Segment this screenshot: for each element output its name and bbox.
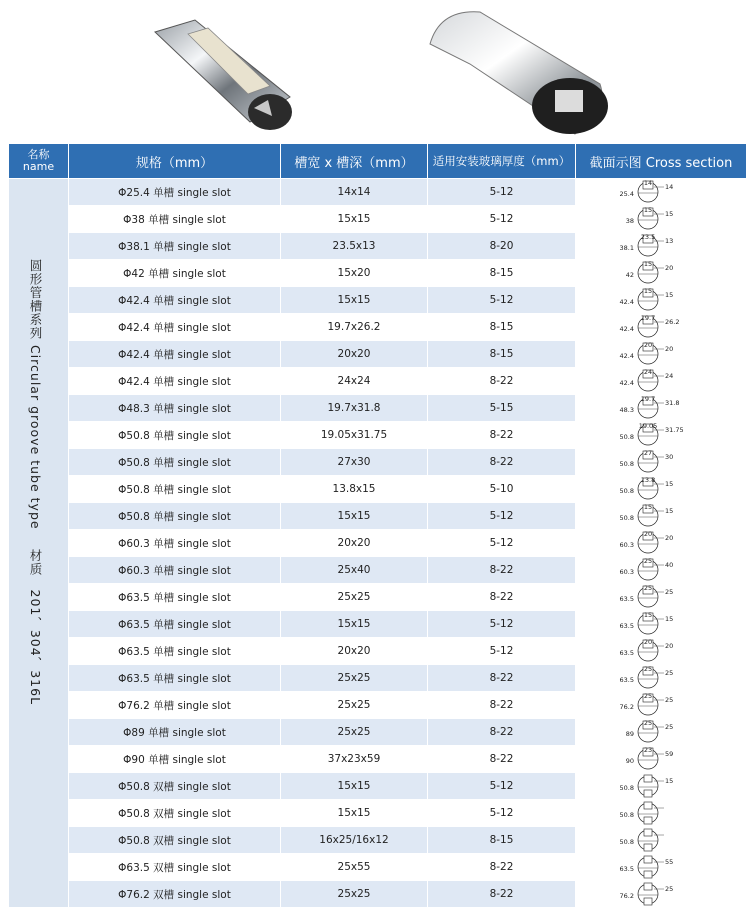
table-row — [9, 611, 747, 638]
glass-cell: 8-15 — [428, 827, 576, 854]
cs-width: 25 — [643, 665, 653, 673]
cs-width: 14 — [643, 179, 653, 187]
cross-section-diagram — [586, 692, 736, 718]
table-row — [9, 287, 747, 314]
groove-cell: 24x24 — [281, 368, 428, 395]
cross-section-diagram — [586, 368, 736, 394]
cs-width: 24 — [643, 368, 653, 376]
cross-section-diagram — [586, 854, 736, 880]
glass-cell: 5-12 — [428, 611, 576, 638]
cs-diameter: 50.8 — [619, 784, 634, 792]
spec-cell: Φ76.2 双槽 single slot — [69, 881, 281, 908]
cs-diameter: 76.2 — [619, 892, 634, 900]
cs-depth: 15 — [665, 480, 674, 488]
glass-cell: 5-12 — [428, 773, 576, 800]
cs-diameter: 38 — [625, 217, 634, 225]
groove-cell: 37x23x59 — [281, 746, 428, 773]
cs-width: 15 — [643, 503, 653, 511]
spec-cell: Φ48.3 单槽 single slot — [69, 395, 281, 422]
groove-cell: 27x30 — [281, 449, 428, 476]
cs-depth: 15 — [665, 291, 674, 299]
cross-section-cell — [576, 611, 747, 638]
spec-cell: Φ50.8 双槽 single slot — [69, 800, 281, 827]
groove-cell: 15x15 — [281, 773, 428, 800]
cross-section-cell — [576, 503, 747, 530]
glass-cell: 8-22 — [428, 854, 576, 881]
cs-width: 15 — [643, 206, 653, 214]
cross-section-diagram — [586, 638, 736, 664]
groove-cell: 20x20 — [281, 638, 428, 665]
cross-section-diagram — [586, 314, 736, 340]
header-name-en: name — [22, 160, 55, 173]
groove-cell: 16x25/16x12 — [281, 827, 428, 854]
cross-section-diagram — [586, 584, 736, 610]
cs-diameter: 50.8 — [619, 460, 634, 468]
header-name — [9, 144, 69, 179]
cs-depth: 20 — [665, 345, 674, 353]
cross-section-cell — [576, 638, 747, 665]
cross-section-cell — [576, 449, 747, 476]
cs-depth: 14 — [665, 183, 674, 191]
glass-cell: 5-12 — [428, 800, 576, 827]
cs-depth: 25 — [665, 723, 674, 731]
glass-cell: 5-12 — [428, 530, 576, 557]
cs-depth: 15 — [665, 210, 674, 218]
cs-diameter: 63.5 — [619, 649, 634, 657]
cross-section-diagram — [586, 449, 736, 475]
cs-depth: 15 — [665, 615, 674, 623]
cs-diameter: 60.3 — [619, 568, 634, 576]
cs-width: 15 — [643, 287, 653, 295]
table-row — [9, 260, 747, 287]
cs-width: 15 — [643, 260, 653, 268]
cross-section-diagram — [586, 260, 736, 286]
cross-section-cell — [576, 206, 747, 233]
cs-diameter: 63.5 — [619, 595, 634, 603]
cs-diameter: 25.4 — [619, 190, 634, 198]
table-row — [9, 665, 747, 692]
cs-diameter: 50.8 — [619, 487, 634, 495]
cs-depth: 25 — [665, 588, 674, 596]
product-photos — [0, 0, 750, 143]
spec-cell: Φ63.5 单槽 single slot — [69, 611, 281, 638]
cross-section-diagram — [586, 665, 736, 691]
cross-section-cell — [576, 692, 747, 719]
cs-diameter: 50.8 — [619, 811, 634, 819]
spec-cell: Φ63.5 单槽 single slot — [69, 584, 281, 611]
table-row — [9, 314, 747, 341]
cross-section-diagram — [586, 395, 736, 421]
cross-section-cell — [576, 476, 747, 503]
glass-cell: 8-15 — [428, 341, 576, 368]
category-type: 圆形管槽系列 Circular groove tube type — [28, 259, 43, 530]
cs-width: 25 — [643, 719, 653, 727]
groove-cell: 25x40 — [281, 557, 428, 584]
groove-cell: 25x25 — [281, 692, 428, 719]
cross-section-cell — [576, 314, 747, 341]
groove-cell: 15x20 — [281, 260, 428, 287]
cross-section-cell — [576, 800, 747, 827]
groove-cell: 15x15 — [281, 206, 428, 233]
glass-cell: 8-22 — [428, 692, 576, 719]
cross-section-diagram — [586, 503, 736, 529]
cs-width: 15 — [643, 611, 653, 619]
groove-cell: 20x20 — [281, 341, 428, 368]
glass-cell: 8-22 — [428, 881, 576, 908]
cs-depth: 25 — [665, 696, 674, 704]
cs-width: 19.7 — [640, 314, 656, 322]
cs-depth: 31.75 — [665, 426, 684, 434]
cs-depth: 26.2 — [665, 318, 680, 326]
cross-section-diagram — [586, 881, 736, 907]
spec-cell: Φ25.4 单槽 single slot — [69, 179, 281, 206]
table-row — [9, 422, 747, 449]
cs-width: 27 — [643, 449, 653, 457]
cs-diameter: 50.8 — [619, 433, 634, 441]
table-row — [9, 233, 747, 260]
cross-section-diagram — [586, 800, 736, 826]
cs-depth: 40 — [665, 561, 674, 569]
table-row — [9, 881, 747, 908]
groove-cell: 13.8x15 — [281, 476, 428, 503]
cross-section-cell — [576, 179, 747, 206]
groove-cell: 25x25 — [281, 665, 428, 692]
groove-cell: 15x15 — [281, 800, 428, 827]
groove-cell: 25x55 — [281, 854, 428, 881]
table-row — [9, 206, 747, 233]
table-row — [9, 854, 747, 881]
groove-tube-photo — [410, 4, 630, 142]
cs-depth: 15 — [665, 777, 674, 785]
glass-cell: 8-22 — [428, 719, 576, 746]
cross-section-cell — [576, 584, 747, 611]
cross-section-diagram — [586, 773, 736, 799]
glass-cell: 5-15 — [428, 395, 576, 422]
cs-width: 20 — [643, 530, 653, 538]
table-row — [9, 476, 747, 503]
table-row — [9, 827, 747, 854]
header-name-cn: 名称 — [27, 148, 50, 161]
spec-cell: Φ60.3 单槽 single slot — [69, 557, 281, 584]
spec-cell: Φ76.2 单槽 single slot — [69, 692, 281, 719]
cross-section-cell — [576, 530, 747, 557]
spec-cell: Φ50.8 单槽 single slot — [69, 503, 281, 530]
table-row — [9, 773, 747, 800]
spec-cell: Φ50.8 双槽 single slot — [69, 773, 281, 800]
cross-section-cell — [576, 854, 747, 881]
cs-depth: 30 — [665, 453, 674, 461]
groove-cell: 25x25 — [281, 584, 428, 611]
table-row — [9, 719, 747, 746]
glass-cell: 8-22 — [428, 584, 576, 611]
cs-diameter: 76.2 — [619, 703, 634, 711]
table-row — [9, 638, 747, 665]
cross-section-diagram — [586, 287, 736, 313]
table-row — [9, 449, 747, 476]
cross-section-cell — [576, 422, 747, 449]
cross-section-diagram — [586, 341, 736, 367]
groove-cell: 25x25 — [281, 881, 428, 908]
cs-diameter: 50.8 — [619, 514, 634, 522]
spec-cell: Φ63.5 单槽 single slot — [69, 638, 281, 665]
cs-width: 20 — [643, 638, 653, 646]
groove-cell: 15x15 — [281, 611, 428, 638]
groove-cell: 19.05x31.75 — [281, 422, 428, 449]
cross-section-cell — [576, 665, 747, 692]
cs-width: 19.7 — [640, 395, 656, 403]
cs-diameter: 50.8 — [619, 838, 634, 846]
glass-cell: 5-12 — [428, 206, 576, 233]
cs-depth: 20 — [665, 264, 674, 272]
glass-cell: 8-22 — [428, 368, 576, 395]
category-cell — [9, 179, 69, 908]
cross-section-cell — [576, 368, 747, 395]
spec-cell: Φ42 单槽 single slot — [69, 260, 281, 287]
cs-diameter: 42 — [625, 271, 634, 279]
spec-cell: Φ63.5 单槽 single slot — [69, 665, 281, 692]
cs-depth: 24 — [665, 372, 674, 380]
cs-diameter: 42.4 — [619, 298, 634, 306]
cross-section-cell — [576, 773, 747, 800]
cs-diameter: 63.5 — [619, 676, 634, 684]
table-row — [9, 692, 747, 719]
spec-cell: Φ89 单槽 single slot — [69, 719, 281, 746]
table-row — [9, 179, 747, 206]
spec-cell: Φ50.8 单槽 single slot — [69, 476, 281, 503]
table-row — [9, 800, 747, 827]
cs-depth: 25 — [665, 885, 674, 893]
table-row — [9, 341, 747, 368]
cross-section-cell — [576, 260, 747, 287]
cs-width: 25 — [643, 584, 653, 592]
cross-section-cell — [576, 746, 747, 773]
spec-cell: Φ42.4 单槽 single slot — [69, 341, 281, 368]
glass-cell: 8-22 — [428, 449, 576, 476]
cross-section-diagram — [586, 206, 736, 232]
glass-cell: 5-12 — [428, 179, 576, 206]
cross-section-diagram — [586, 719, 736, 745]
spec-cell: Φ50.8 单槽 single slot — [69, 449, 281, 476]
spec-cell: Φ42.4 单槽 single slot — [69, 287, 281, 314]
table-row — [9, 368, 747, 395]
glass-cell: 8-15 — [428, 260, 576, 287]
groove-cell: 19.7x31.8 — [281, 395, 428, 422]
cs-depth: 31.8 — [665, 399, 680, 407]
cs-width: 25 — [643, 557, 653, 565]
glass-cell: 5-12 — [428, 638, 576, 665]
cross-section-diagram — [586, 557, 736, 583]
groove-cell: 14x14 — [281, 179, 428, 206]
glass-cell: 5-12 — [428, 287, 576, 314]
table-row — [9, 503, 747, 530]
specs-table — [8, 143, 747, 908]
cross-section-diagram — [586, 179, 736, 205]
table-row — [9, 557, 747, 584]
cs-diameter: 38.1 — [619, 244, 634, 252]
spec-cell: Φ42.4 单槽 single slot — [69, 314, 281, 341]
cross-section-cell — [576, 287, 747, 314]
header-groove: 槽宽 x 槽深（mm） — [281, 144, 428, 179]
table-row — [9, 746, 747, 773]
cross-section-cell — [576, 233, 747, 260]
spec-cell: Φ38.1 单槽 single slot — [69, 233, 281, 260]
cs-diameter: 90 — [625, 757, 634, 765]
cross-section-diagram — [586, 827, 736, 853]
header-cross-section: 截面示图 Cross section — [576, 144, 747, 179]
table-row — [9, 530, 747, 557]
cs-diameter: 89 — [625, 730, 634, 738]
cs-depth: 13 — [665, 237, 674, 245]
spec-cell: Φ50.8 双槽 single slot — [69, 827, 281, 854]
groove-cell: 15x15 — [281, 287, 428, 314]
table-row — [9, 584, 747, 611]
glass-cell: 8-22 — [428, 746, 576, 773]
glass-cell: 5-10 — [428, 476, 576, 503]
cross-section-diagram — [586, 746, 736, 772]
header-glass: 适用安装玻璃厚度（mm） — [428, 144, 576, 179]
groove-cell: 19.7x26.2 — [281, 314, 428, 341]
cs-width: 19.05 — [638, 422, 658, 430]
cs-width: 25 — [643, 692, 653, 700]
cross-section-diagram — [586, 611, 736, 637]
cross-section-cell — [576, 395, 747, 422]
spec-cell: Φ60.3 单槽 single slot — [69, 530, 281, 557]
glass-cell: 8-22 — [428, 665, 576, 692]
cross-section-cell — [576, 557, 747, 584]
cs-diameter: 60.3 — [619, 541, 634, 549]
cross-section-cell — [576, 827, 747, 854]
single-slot-tube-photo — [130, 12, 300, 137]
cs-depth: 15 — [665, 507, 674, 515]
cs-diameter: 42.4 — [619, 379, 634, 387]
glass-cell: 5-12 — [428, 503, 576, 530]
cs-diameter: 63.5 — [619, 622, 634, 630]
cross-section-cell — [576, 881, 747, 908]
table-row — [9, 395, 747, 422]
cs-diameter: 63.5 — [619, 865, 634, 873]
spec-cell: Φ63.5 双槽 single slot — [69, 854, 281, 881]
cs-depth: 25 — [665, 669, 674, 677]
glass-cell: 8-22 — [428, 422, 576, 449]
cs-width: 20 — [643, 341, 653, 349]
cross-section-diagram — [586, 476, 736, 502]
cs-diameter: 42.4 — [619, 325, 634, 333]
cs-diameter: 48.3 — [619, 406, 634, 414]
header-spec: 规格（mm） — [69, 144, 281, 179]
cs-width: 23 — [643, 746, 653, 754]
cs-width: 13.8 — [640, 476, 656, 484]
cs-diameter: 42.4 — [619, 352, 634, 360]
glass-cell: 8-15 — [428, 314, 576, 341]
glass-cell: 8-20 — [428, 233, 576, 260]
cross-section-cell — [576, 719, 747, 746]
cs-depth: 55 — [665, 858, 674, 866]
cs-depth: 20 — [665, 534, 674, 542]
table-header-row — [9, 144, 747, 179]
cross-section-cell — [576, 341, 747, 368]
groove-cell: 15x15 — [281, 503, 428, 530]
glass-cell: 8-22 — [428, 557, 576, 584]
cs-width: 23.5 — [640, 233, 656, 241]
groove-cell: 25x25 — [281, 719, 428, 746]
category-material: 材质 201、304、316L — [28, 549, 43, 706]
cross-section-diagram — [586, 422, 736, 448]
spec-cell: Φ50.8 单槽 single slot — [69, 422, 281, 449]
cross-section-diagram — [586, 530, 736, 556]
groove-cell: 20x20 — [281, 530, 428, 557]
cross-section-diagram — [586, 233, 736, 259]
spec-cell: Φ42.4 单槽 single slot — [69, 368, 281, 395]
cs-depth: 59 — [665, 750, 674, 758]
spec-cell: Φ90 单槽 single slot — [69, 746, 281, 773]
spec-cell: Φ38 单槽 single slot — [69, 206, 281, 233]
groove-cell: 23.5x13 — [281, 233, 428, 260]
cs-depth: 20 — [665, 642, 674, 650]
